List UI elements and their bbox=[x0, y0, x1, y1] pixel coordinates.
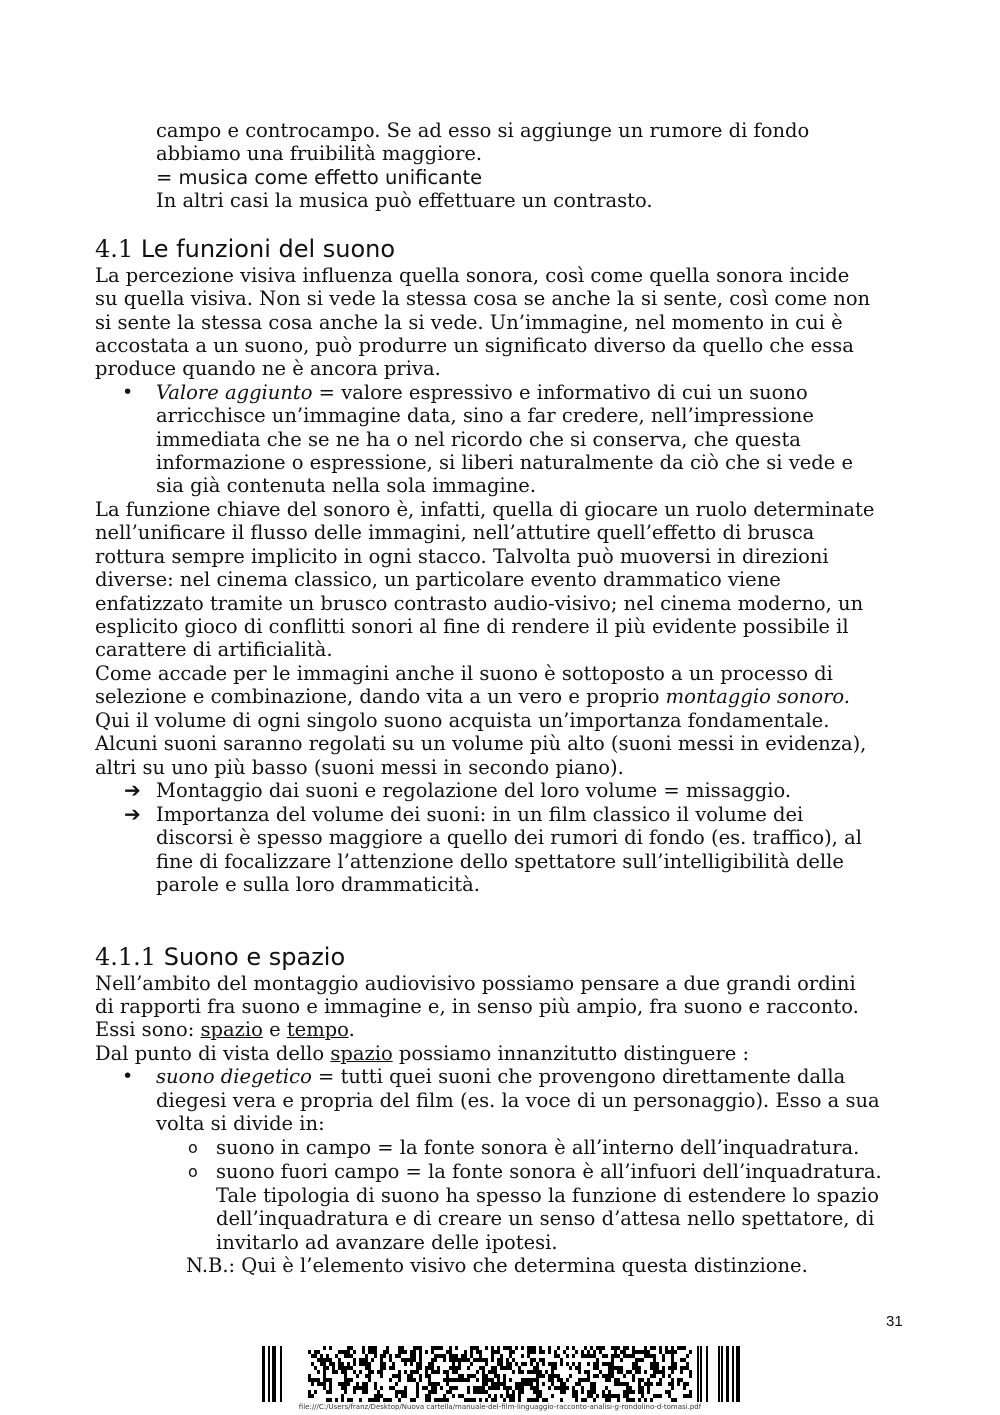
arrow-bullet-icon: ➔ bbox=[124, 802, 141, 826]
para3-line-5: altri su uno più basso (suoni messi in secondo piano). bbox=[95, 756, 624, 779]
para1-line-3: si sente la stessa cosa anche la si vede. Un’immagine, nel momento in cui è bbox=[95, 311, 843, 334]
para1-line-4: accostata a un suono, può produrre un significato diverso da quello che essa bbox=[95, 334, 854, 357]
page-number: 31 bbox=[886, 1313, 903, 1330]
sub2-line-4: invitarlo ad avanzare delle ipotesi. bbox=[216, 1231, 558, 1254]
bullet-line-5: sia già contenuta nella sola immagine. bbox=[156, 474, 537, 497]
para1-line-2: su quella visiva. Non si vede la stessa cosa se anche la si sente, così come non bbox=[95, 287, 871, 310]
arrow2-line-1: Importanza del volume dei suoni: in un film classico il volume dei bbox=[156, 803, 804, 826]
para2-line-7: carattere di artificialità. bbox=[95, 638, 333, 661]
footer-file-path: file:///C:/Users/franz/Desktop/Nuova cartella/manuale-del-film-linguaggio-racconto-analisi-g-rondolino-d-tomasi.pdf bbox=[298, 1403, 702, 1411]
para2-line-1: La funzione chiave del sonoro è, infatti, quella di giocare un ruolo determinate bbox=[95, 498, 875, 521]
bullet-dot-icon: • bbox=[122, 381, 134, 403]
heading-text: Suono e spazio bbox=[163, 943, 346, 971]
para1-line-5: produce quando ne è ancora priva. bbox=[95, 357, 441, 380]
bullet-text: = valore espressivo e informativo di cui un suono bbox=[312, 381, 808, 404]
section-heading-4-1 bbox=[95, 235, 395, 263]
arrow2-line-4: parole e sulla loro drammaticità. bbox=[156, 873, 480, 896]
s2-bullet-line-3: volta si divide in: bbox=[156, 1112, 325, 1135]
s2-para-line-4 bbox=[95, 1042, 749, 1065]
para2-line-5: enfatizzato tramite un brusco contrasto audio-visivo; nel cinema moderno, un bbox=[95, 592, 864, 615]
para3-line-2 bbox=[95, 685, 850, 708]
intro-line-1: campo e controcampo. Se ad esso si aggiunge un rumore di fondo bbox=[156, 119, 810, 142]
para3-line-1: Come accade per le immagini anche il suono è sottoposto a un processo di bbox=[95, 662, 833, 685]
para2-line-6: esplicito gioco di conflitti sonori al fine di rendere il più evidente possibile il bbox=[95, 615, 849, 638]
s2-para-line-2: di rapporti fra suono e immagine e, in senso più ampio, fra suono e racconto. bbox=[95, 995, 859, 1018]
s2-para-line-3 bbox=[95, 1018, 355, 1041]
s2-bullet-line-2: diegesi vera e propria del film (es. la voce di un personaggio). Esso a sua bbox=[156, 1089, 880, 1112]
text: possiamo innanzitutto distinguere : bbox=[392, 1042, 750, 1065]
s2-bullet-line-1 bbox=[156, 1065, 845, 1088]
bullet-term: Valore aggiunto bbox=[156, 381, 313, 404]
intro-line-4: In altri casi la musica può effettuare un contrasto. bbox=[156, 189, 653, 212]
bullet-term: suono diegetico bbox=[156, 1065, 312, 1088]
sub1-line: suono in campo = la fonte sonora è all’interno dell’inquadratura. bbox=[216, 1136, 860, 1159]
s2-para-line-1: Nell’ambito del montaggio audiovisivo possiamo pensare a due grandi ordini bbox=[95, 972, 856, 995]
heading-number: 4.1.1 bbox=[95, 943, 157, 971]
spazio-term: spazio bbox=[200, 1018, 263, 1041]
para2-line-2: nell’unificare il flusso delle immagini, nell’attutire quell’effetto di brusca bbox=[95, 521, 815, 544]
bullet-line-3: immediata che se ne ha o nel ricordo che si conserva, che questa bbox=[156, 428, 801, 451]
arrow2-line-2: discorsi è spesso maggiore a quello dei rumori di fondo (es. traffico), al bbox=[156, 826, 862, 849]
montaggio-sonoro-term: montaggio sonoro. bbox=[665, 685, 850, 708]
intro-line-2: abbiamo una fruibilità maggiore. bbox=[156, 142, 483, 165]
bullet-dot-icon: • bbox=[122, 1065, 134, 1087]
text: e bbox=[262, 1018, 287, 1041]
sub2-line-2: Tale tipologia di suono ha spesso la funzione di estendere lo spazio bbox=[216, 1184, 879, 1207]
para3-line-2-text: selezione e combinazione, dando vita a un vero e proprio bbox=[95, 685, 666, 708]
tempo-term: tempo bbox=[286, 1018, 349, 1041]
intro-line-3: = musica come effetto unificante bbox=[156, 166, 483, 189]
circle-bullet-icon: o bbox=[188, 1138, 198, 1157]
circle-bullet-icon: o bbox=[188, 1162, 198, 1181]
para1-line-1: La percezione visiva influenza quella sonora, così come quella sonora incide bbox=[95, 264, 850, 287]
section-heading-4-1-1 bbox=[95, 943, 345, 971]
sub2-line-1: suono fuori campo = la fonte sonora è all’infuori dell’inquadratura. bbox=[216, 1160, 882, 1183]
arrow2-line-3: fine di focalizzare l’attenzione dello spettatore sull’intelligibilità delle bbox=[156, 850, 844, 873]
text: . bbox=[348, 1018, 355, 1041]
para2-line-4: diverse: nel cinema classico, un particolare evento drammatico viene bbox=[95, 568, 781, 591]
bullet-text: = tutti quei suoni che provengono direttamente dalla bbox=[311, 1065, 846, 1088]
bullet-line-1 bbox=[156, 381, 808, 404]
bullet-line-2: arricchisce un’immagine data, sino a far credere, nell’impressione bbox=[156, 404, 814, 427]
barcode-icon bbox=[262, 1346, 740, 1402]
nb-note: N.B.: Qui è l’elemento visivo che determina questa distinzione. bbox=[186, 1254, 808, 1277]
heading-text: Le funzioni del suono bbox=[140, 235, 396, 263]
spazio-term: spazio bbox=[330, 1042, 393, 1065]
sub2-line-3: dell’inquadratura e di creare un senso d’attesa nello spettatore, di bbox=[216, 1207, 875, 1230]
text: Essi sono: bbox=[95, 1018, 201, 1041]
para3-line-4: Alcuni suoni saranno regolati su un volume più alto (suoni messi in evidenza), bbox=[95, 732, 867, 755]
arrow1-line-1: Montaggio dai suoni e regolazione del loro volume = missaggio. bbox=[156, 779, 792, 802]
bullet-line-4: informazione o espressione, si liberi naturalmente da ciò che si vede e bbox=[156, 451, 854, 474]
arrow-bullet-icon: ➔ bbox=[124, 778, 141, 802]
para2-line-3: rottura sempre implicito in ogni stacco. Talvolta può muoversi in direzioni bbox=[95, 545, 829, 568]
text: Dal punto di vista dello bbox=[95, 1042, 331, 1065]
heading-number: 4.1 bbox=[95, 235, 134, 263]
para3-line-3: Qui il volume di ogni singolo suono acquista un’importanza fondamentale. bbox=[95, 709, 830, 732]
